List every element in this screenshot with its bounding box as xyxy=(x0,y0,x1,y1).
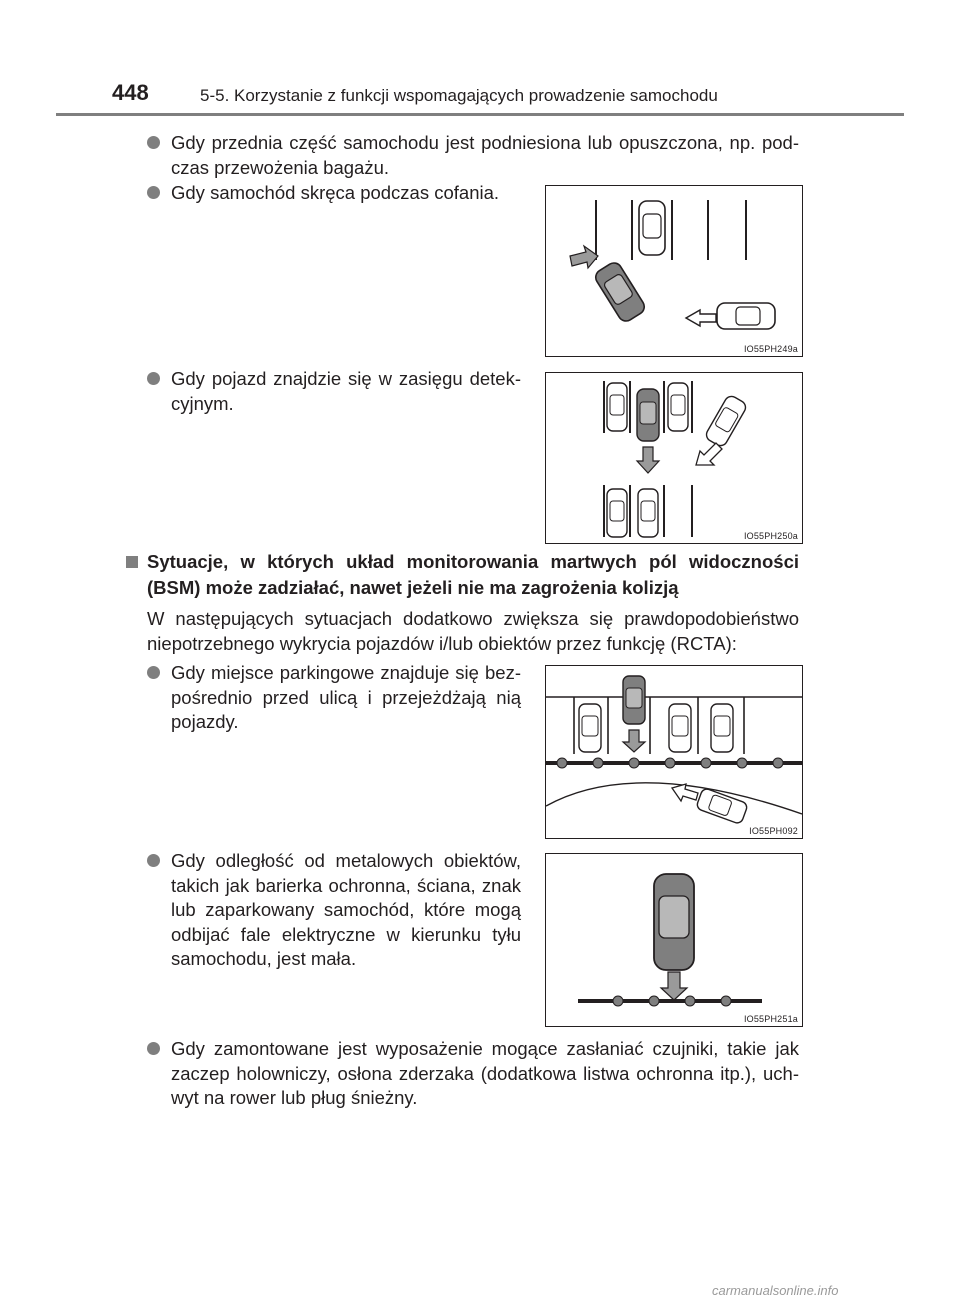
figure-code: IO55PH250a xyxy=(743,531,798,541)
car-icon xyxy=(637,389,659,441)
figure-code: IO55PH249a xyxy=(743,344,798,354)
watermark: carmanualsonline.info xyxy=(712,1283,839,1298)
car-icon xyxy=(579,704,601,752)
bullet-equipment-sensors xyxy=(171,1037,799,1111)
car-icon xyxy=(607,489,627,537)
car-icon xyxy=(696,787,749,824)
figure-turning-reverse xyxy=(545,185,803,357)
figure-parking-street xyxy=(545,665,803,839)
car-icon xyxy=(717,303,775,329)
car-icon xyxy=(668,383,688,431)
car-icon xyxy=(711,704,733,752)
car-icon xyxy=(654,874,694,970)
figure-illustration xyxy=(546,373,802,543)
bullet-dot-icon xyxy=(147,854,160,867)
bullet-dot-icon xyxy=(147,372,160,385)
bullet-text: Gdy przednia część samochodu jest podniesiona lub opuszczona, np. pod-czas przewożenia bagażu. xyxy=(171,132,799,178)
car-icon xyxy=(593,260,647,324)
car-icon xyxy=(669,704,691,752)
car-icon xyxy=(607,383,627,431)
arrow-icon xyxy=(696,443,722,465)
header-rule xyxy=(56,113,904,116)
arrow-icon xyxy=(637,447,659,473)
section-paragraph: W następujących sytuacjach dodatkowo zwiększa się prawdopodobieństwo niepotrzebnego wykrycia pojazdów i/lub obiektów przez funkcję (RCTA): xyxy=(147,608,799,654)
bullet-text: Gdy zamontowane jest wyposażenie mogące zasłaniać czujniki, takie jak zaczep holowniczy, osłona zderzaka (dodatkowa listwa ochronna itp.), uch-wyt na rower lub pług śnieżny. xyxy=(171,1038,799,1108)
bullet-front-raised xyxy=(171,131,799,180)
bullet-dot-icon xyxy=(147,136,160,149)
page-number: 448 xyxy=(112,80,149,105)
bullet-dot-icon xyxy=(147,186,160,199)
bullet-metal-objects xyxy=(171,849,521,972)
bullet-parking-near-street xyxy=(171,661,521,735)
figure-illustration xyxy=(546,854,802,1026)
figure-code: IO55PH251a xyxy=(743,1014,798,1024)
car-icon xyxy=(639,201,665,255)
section-square-icon xyxy=(126,556,138,568)
section-heading: Sytuacje, w których układ monitorowania martwych pól widoczności (BSM) może zadziałać, nawet jeżeli nie ma zagrożenia kolizją xyxy=(147,551,799,598)
bullet-text: Gdy miejsce parkingowe znajduje się bez-pośrednio przed ulicą i przejeżdżają nią pojazdy. xyxy=(171,662,521,732)
car-icon xyxy=(704,394,748,448)
car-icon xyxy=(623,676,645,724)
section-title: 5-5. Korzystanie z funkcji wspomagających prowadzenie samochodu xyxy=(200,86,718,105)
bullet-dot-icon xyxy=(147,666,160,679)
arrow-icon xyxy=(570,246,598,268)
arrow-icon xyxy=(623,730,645,752)
bullet-detection-range xyxy=(171,367,521,416)
figure-detection-range xyxy=(545,372,803,544)
bullet-text: Gdy samochód skręca podczas cofania. xyxy=(171,182,500,203)
figure-illustration xyxy=(546,666,802,838)
bullet-dot-icon xyxy=(147,1042,160,1055)
figure-illustration xyxy=(546,186,802,356)
arrow-icon xyxy=(686,310,716,326)
arrow-icon xyxy=(661,972,687,1000)
bullet-turning-reverse xyxy=(171,181,521,206)
car-icon xyxy=(638,489,658,537)
bullet-text: Gdy pojazd znajdzie się w zasięgu detek-cyjnym. xyxy=(171,368,521,414)
figure-metal-objects xyxy=(545,853,803,1027)
bullet-text: Gdy odległość od metalowych obiektów, takich jak barierka ochronna, ściana, znak lub zaparkowany samochód, które mogą odbijać fale elektryczne w kierunku tyłu samochodu, jest mała. xyxy=(171,850,521,969)
figure-code: IO55PH092 xyxy=(749,826,798,836)
